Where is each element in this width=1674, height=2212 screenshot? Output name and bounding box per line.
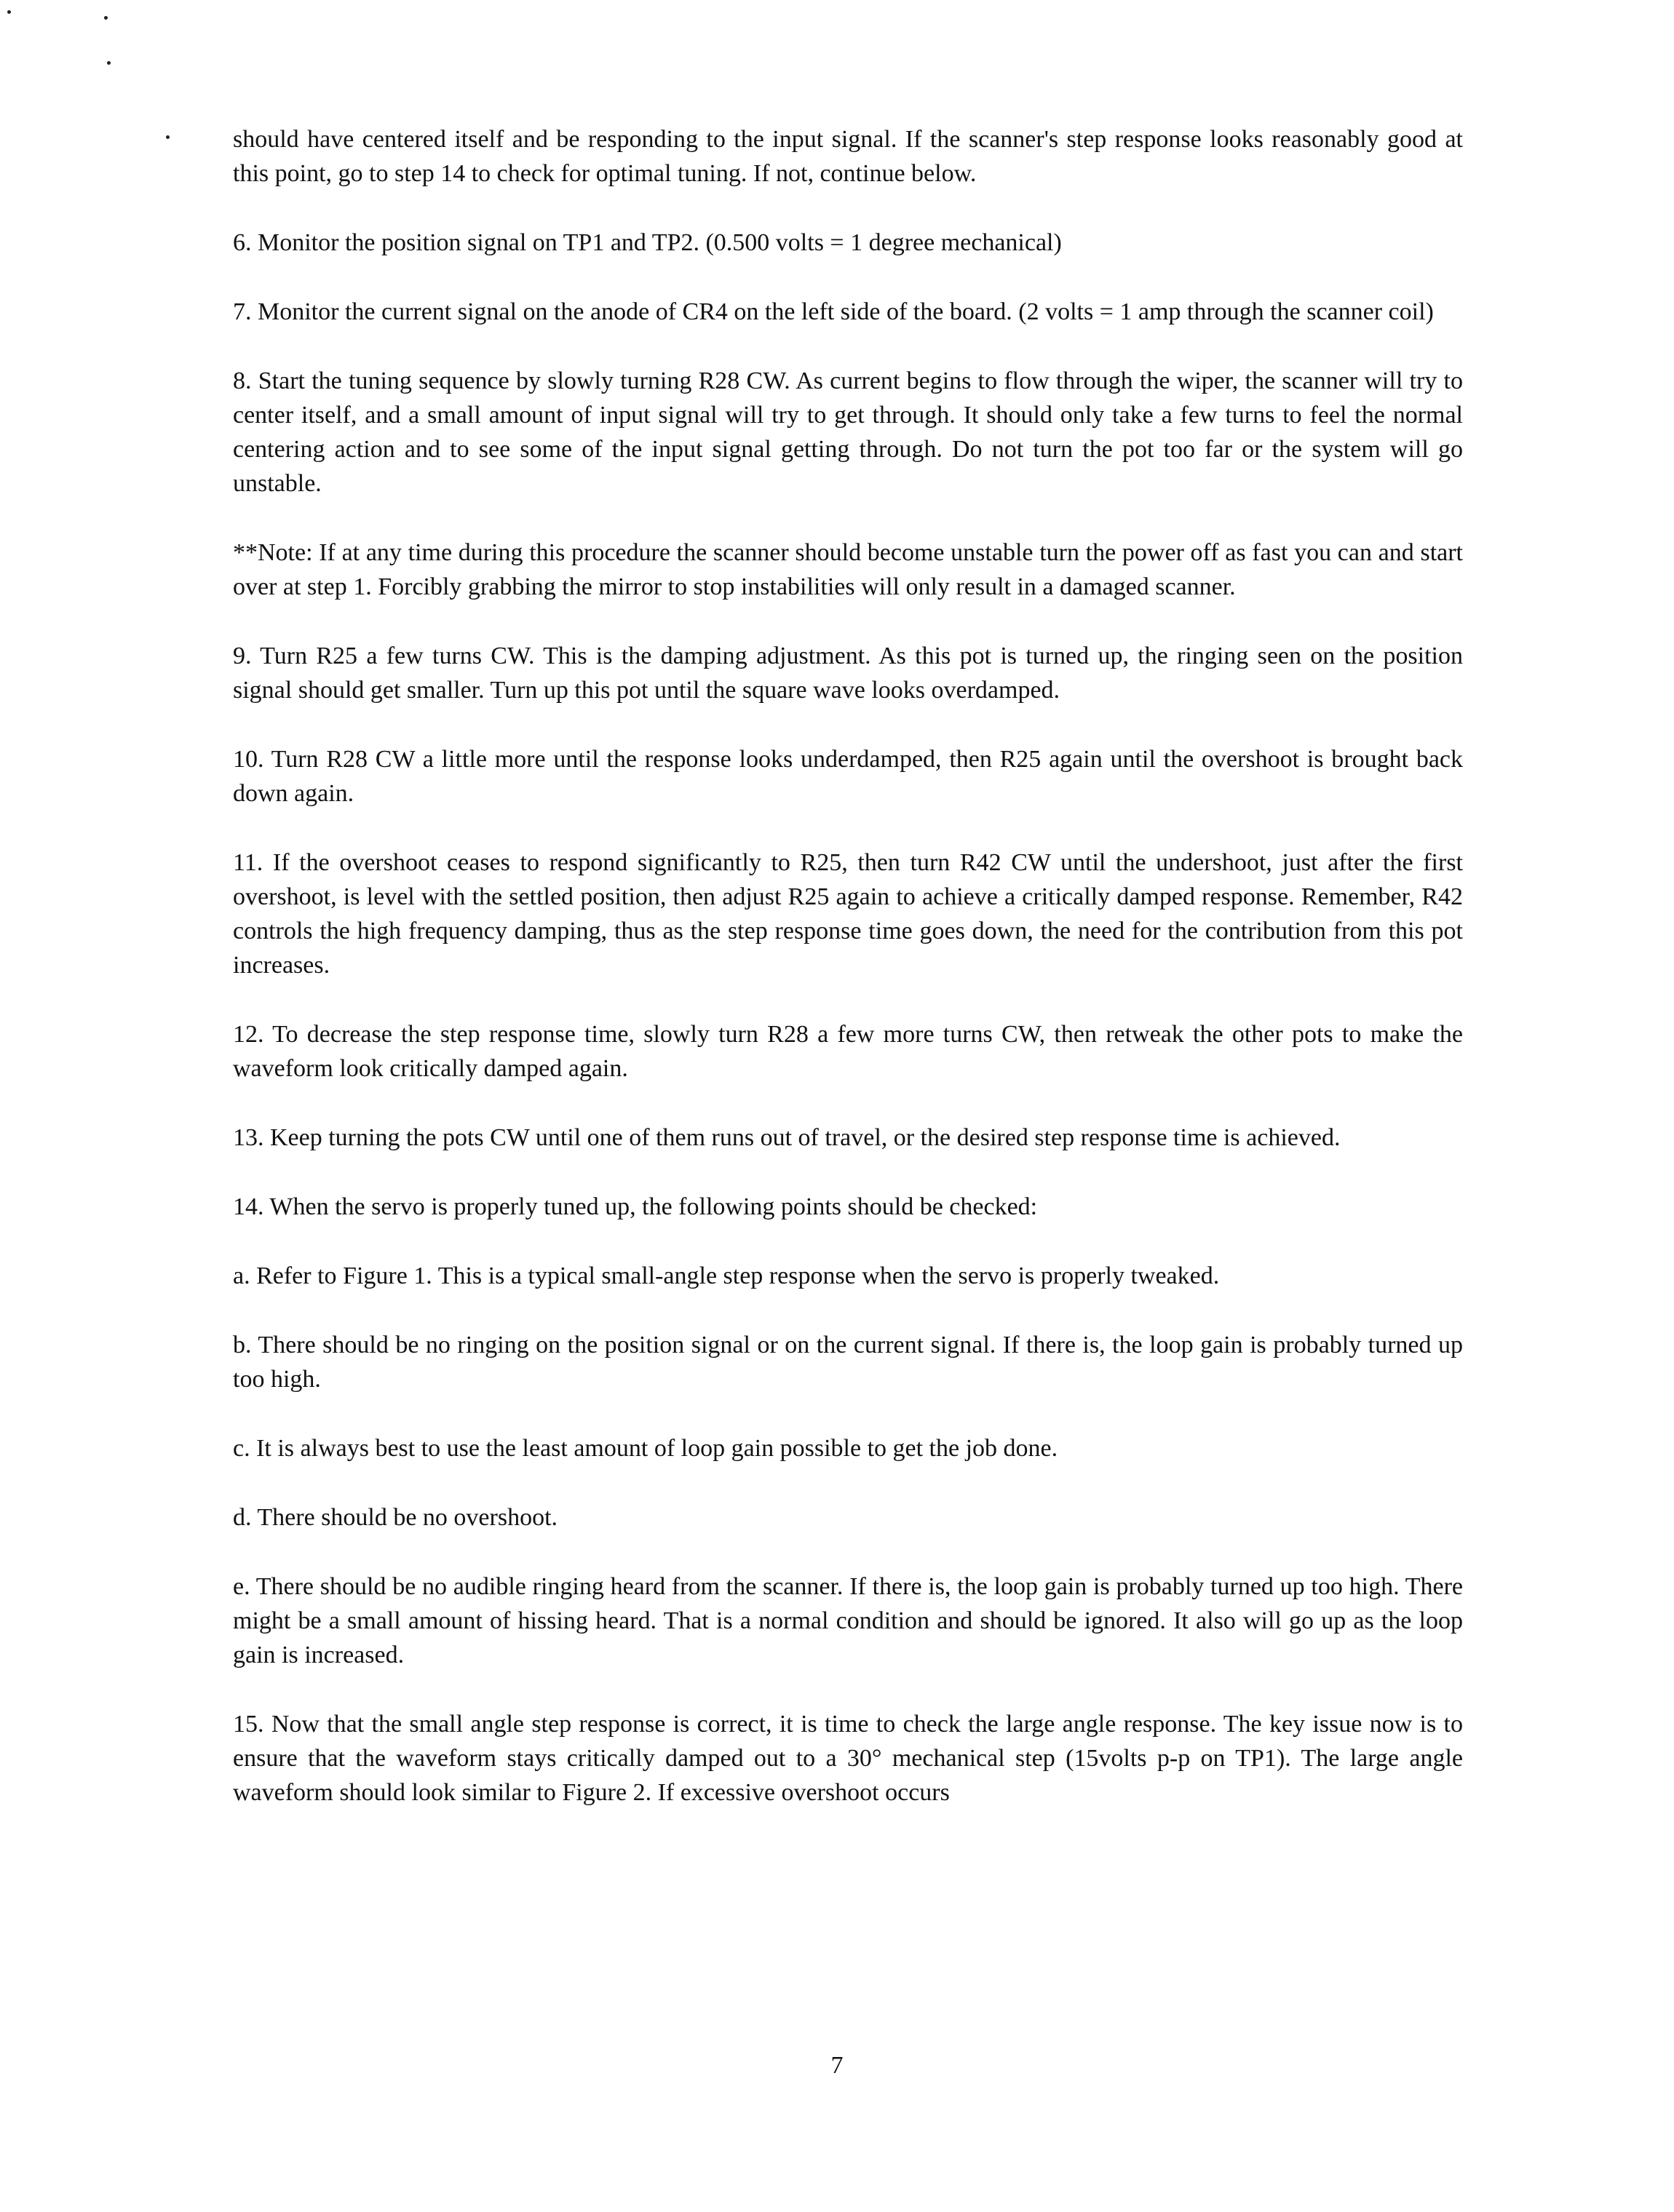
- paragraph-step-13: 13. Keep turning the pots CW until one of them runs out of travel, or the desired step response time is achieved.: [233, 1124, 1341, 1151]
- paragraph-step-14: 14. When the servo is properly tuned up, the following points should be checked:: [233, 1193, 1038, 1220]
- paragraph-step-7: 7. Monitor the current signal on the anode of CR4 on the left side of the board. (2 volts = 1 amp through the scanner coil): [233, 298, 1434, 325]
- paragraph-step-11: 11. If the overshoot ceases to respond significantly to R25, then turn R42 CW until the undershoot, just after the first overshoot, is level with the settled position, then adjust R25 again to achieve a critically damped response. Remember, R42 controls the high frequency damping, thus as the step response time goes down, the need for the contribution from this pot increases.: [233, 849, 1463, 979]
- paragraph-item-e: e. There should be no audible ringing heard from the scanner. If there is, the loop gain is probably turned up too high. There might be a small amount of hissing heard. That is a normal condition and should be ignored. It also will go up as the loop gain is increased.: [233, 1573, 1463, 1668]
- paragraph-step-15: 15. Now that the small angle step response is correct, it is time to check the large angle response. The key issue now is to ensure that the waveform stays critically damped out to a 30° mechanical step (15volts p-p on TP1). The large angle waveform should look similar to Figure 2. If excessive overshoot occurs: [233, 1711, 1463, 1806]
- paragraph-item-b: b. There should be no ringing on the position signal or on the current signal. If there is, the loop gain is probably turned up too high.: [233, 1332, 1463, 1393]
- scan-speck: [107, 61, 111, 65]
- page-body: [233, 122, 1463, 1845]
- paragraph-step-8: 8. Start the tuning sequence by slowly turning R28 CW. As current begins to flow through the wiper, the scanner will try to center itself, and a small amount of input signal will try to get through. It should only take a few turns to feel the normal centering action and to see some of the input signal getting through. Do not turn the pot too far or the system will go unstable.: [233, 367, 1463, 497]
- paragraph-item-c: c. It is always best to use the least amount of loop gain possible to get the job done.: [233, 1435, 1058, 1462]
- paragraph-note: **Note: If at any time during this procedure the scanner should become unstable turn the power off as fast you can and start over at step 1. Forcibly grabbing the mirror to stop instabilities will only result in a damaged scanner.: [233, 539, 1463, 600]
- paragraph-continuation: should have centered itself and be responding to the input signal. If the scanner's step response looks reasonably good at this point, go to step 14 to check for optimal tuning. If not, continue below.: [233, 126, 1463, 187]
- paragraph-step-12: 12. To decrease the step response time, slowly turn R28 a few more turns CW, then retweak the other pots to make the waveform look critically damped again.: [233, 1021, 1463, 1082]
- scan-speck: [7, 10, 11, 14]
- paragraph-step-10: 10. Turn R28 CW a little more until the response looks underdamped, then R25 again until the overshoot is brought back down again.: [233, 746, 1463, 807]
- scan-speck: [104, 16, 108, 20]
- paragraph-item-d: d. There should be no overshoot.: [233, 1504, 558, 1531]
- paragraph-item-a: a. Refer to Figure 1. This is a typical small-angle step response when the servo is properly tweaked.: [233, 1262, 1220, 1289]
- page-number: 7: [830, 2052, 844, 2079]
- paragraph-step-9: 9. Turn R25 a few turns CW. This is the damping adjustment. As this pot is turned up, the ringing seen on the position signal should get smaller. Turn up this pot until the square wave looks overdamped.: [233, 642, 1463, 704]
- paragraph-step-6: 6. Monitor the position signal on TP1 and TP2. (0.500 volts = 1 degree mechanical): [233, 229, 1062, 256]
- scan-speck: [166, 135, 170, 139]
